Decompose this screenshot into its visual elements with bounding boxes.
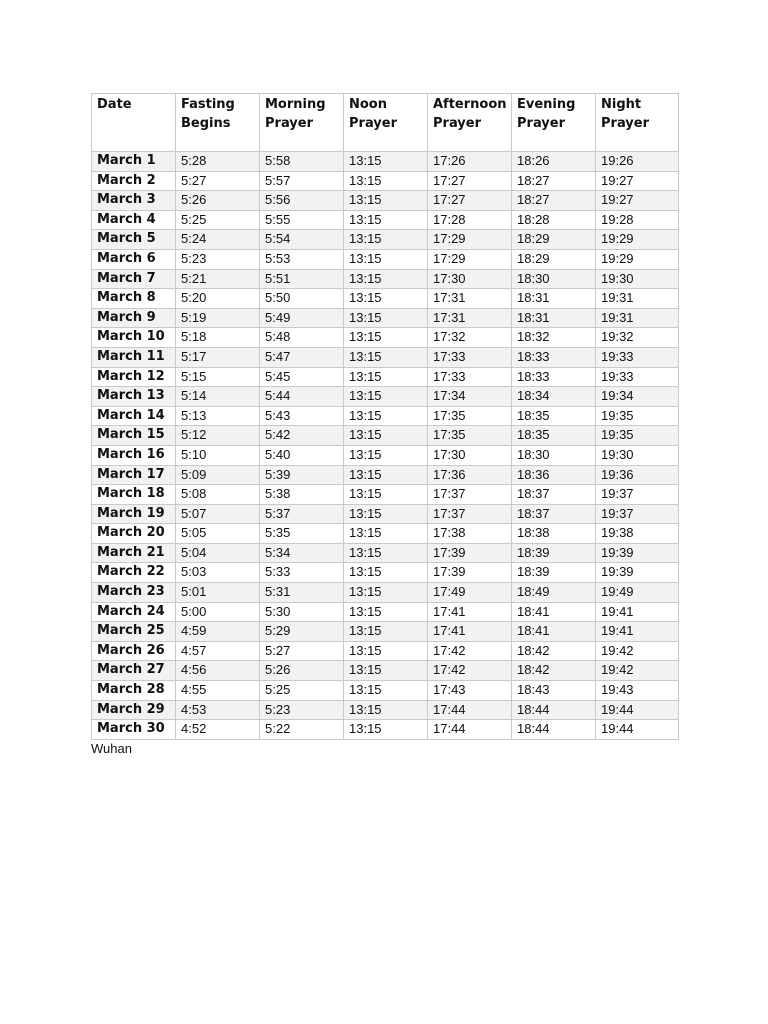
time-cell: 18:41	[512, 602, 596, 622]
time-cell: 5:03	[176, 563, 260, 583]
time-cell: 4:57	[176, 641, 260, 661]
table-row	[92, 347, 679, 367]
time-cell: 17:37	[428, 485, 512, 505]
time-cell: 18:31	[512, 289, 596, 309]
time-cell: 5:47	[260, 347, 344, 367]
document-page	[91, 93, 678, 758]
time-cell: 5:20	[176, 289, 260, 309]
time-cell: 13:15	[344, 543, 428, 563]
date-cell: March 18	[92, 485, 176, 505]
table-row	[92, 700, 679, 720]
time-cell: 5:31	[260, 583, 344, 603]
column-header-text: Noon	[349, 97, 387, 112]
time-cell: 5:37	[260, 504, 344, 524]
time-cell: 18:34	[512, 387, 596, 407]
time-cell: 18:43	[512, 681, 596, 701]
time-cell: 18:41	[512, 622, 596, 642]
date-cell: March 30	[92, 720, 176, 740]
date-cell: March 11	[92, 347, 176, 367]
time-cell: 5:35	[260, 524, 344, 544]
time-cell: 4:56	[176, 661, 260, 681]
time-cell: 13:15	[344, 583, 428, 603]
time-cell: 17:27	[428, 191, 512, 211]
table-row	[92, 622, 679, 642]
time-cell: 19:29	[596, 230, 679, 250]
column-header-text: Evening	[517, 97, 576, 112]
time-cell: 5:08	[176, 485, 260, 505]
time-cell: 13:15	[344, 191, 428, 211]
time-cell: 18:30	[512, 445, 596, 465]
table-row	[92, 152, 679, 172]
date-cell: March 14	[92, 406, 176, 426]
table-row	[92, 367, 679, 387]
time-cell: 13:15	[344, 308, 428, 328]
column-header-text: Begins	[181, 116, 231, 131]
time-cell: 19:39	[596, 563, 679, 583]
date-cell: March 8	[92, 289, 176, 309]
time-cell: 18:39	[512, 543, 596, 563]
time-cell: 13:15	[344, 465, 428, 485]
date-cell: March 29	[92, 700, 176, 720]
time-cell: 19:33	[596, 347, 679, 367]
time-cell: 17:26	[428, 152, 512, 172]
time-cell: 18:29	[512, 230, 596, 250]
table-row	[92, 328, 679, 348]
time-cell: 13:15	[344, 563, 428, 583]
time-cell: 18:28	[512, 210, 596, 230]
time-cell: 13:15	[344, 328, 428, 348]
time-cell: 5:23	[260, 700, 344, 720]
time-cell: 19:36	[596, 465, 679, 485]
date-cell: March 27	[92, 661, 176, 681]
time-cell: 17:44	[428, 720, 512, 740]
column-header-text: Night	[601, 97, 642, 112]
date-cell: March 23	[92, 583, 176, 603]
time-cell: 13:15	[344, 230, 428, 250]
time-cell: 17:42	[428, 661, 512, 681]
time-cell: 5:21	[176, 269, 260, 289]
time-cell: 13:15	[344, 387, 428, 407]
time-cell: 19:26	[596, 152, 679, 172]
date-cell: March 24	[92, 602, 176, 622]
time-cell: 5:27	[260, 641, 344, 661]
time-cell: 13:15	[344, 485, 428, 505]
time-cell: 13:15	[344, 152, 428, 172]
time-cell: 18:39	[512, 563, 596, 583]
table-row	[92, 426, 679, 446]
time-cell: 5:30	[260, 602, 344, 622]
date-cell: March 26	[92, 641, 176, 661]
time-cell: 13:15	[344, 661, 428, 681]
time-cell: 5:22	[260, 720, 344, 740]
time-cell: 5:10	[176, 445, 260, 465]
time-cell: 17:31	[428, 308, 512, 328]
date-cell: March 22	[92, 563, 176, 583]
time-cell: 19:42	[596, 661, 679, 681]
table-row	[92, 171, 679, 191]
time-cell: 17:32	[428, 328, 512, 348]
column-header-text: Morning	[265, 97, 326, 112]
time-cell: 5:56	[260, 191, 344, 211]
time-cell: 5:43	[260, 406, 344, 426]
time-cell: 13:15	[344, 720, 428, 740]
date-cell: March 5	[92, 230, 176, 250]
time-cell: 5:24	[176, 230, 260, 250]
time-cell: 5:53	[260, 249, 344, 269]
time-cell: 17:30	[428, 269, 512, 289]
time-cell: 5:25	[260, 681, 344, 701]
time-cell: 4:59	[176, 622, 260, 642]
time-cell: 17:39	[428, 563, 512, 583]
column-header-text: Prayer	[349, 116, 398, 131]
time-cell: 18:37	[512, 485, 596, 505]
time-cell: 18:38	[512, 524, 596, 544]
time-cell: 17:29	[428, 249, 512, 269]
time-cell: 5:23	[176, 249, 260, 269]
time-cell: 13:15	[344, 641, 428, 661]
column-header-text: Afternoon	[433, 97, 507, 112]
time-cell: 19:27	[596, 191, 679, 211]
table-row	[92, 524, 679, 544]
time-cell: 5:04	[176, 543, 260, 563]
table-row	[92, 308, 679, 328]
time-cell: 19:41	[596, 602, 679, 622]
time-cell: 19:30	[596, 445, 679, 465]
time-cell: 17:39	[428, 543, 512, 563]
time-cell: 13:15	[344, 367, 428, 387]
time-cell: 18:32	[512, 328, 596, 348]
table-row	[92, 563, 679, 583]
time-cell: 18:44	[512, 720, 596, 740]
table-header-row	[92, 94, 679, 152]
table-row	[92, 681, 679, 701]
time-cell: 4:55	[176, 681, 260, 701]
time-cell: 17:33	[428, 347, 512, 367]
time-cell: 17:33	[428, 367, 512, 387]
table-row	[92, 661, 679, 681]
time-cell: 5:26	[176, 191, 260, 211]
time-cell: 19:44	[596, 700, 679, 720]
column-header	[596, 94, 679, 152]
time-cell: 5:18	[176, 328, 260, 348]
time-cell: 19:37	[596, 504, 679, 524]
column-header-text: Prayer	[517, 116, 566, 131]
date-cell: March 3	[92, 191, 176, 211]
time-cell: 5:40	[260, 445, 344, 465]
time-cell: 5:54	[260, 230, 344, 250]
time-cell: 5:00	[176, 602, 260, 622]
location-caption: Wuhan	[91, 740, 132, 756]
table-row	[92, 583, 679, 603]
date-cell: March 15	[92, 426, 176, 446]
time-cell: 18:49	[512, 583, 596, 603]
time-cell: 17:30	[428, 445, 512, 465]
time-cell: 5:49	[260, 308, 344, 328]
time-cell: 5:27	[176, 171, 260, 191]
time-cell: 5:19	[176, 308, 260, 328]
date-cell: March 13	[92, 387, 176, 407]
time-cell: 19:30	[596, 269, 679, 289]
column-header	[176, 94, 260, 152]
time-cell: 17:35	[428, 406, 512, 426]
table-body	[92, 152, 679, 740]
table-row	[92, 230, 679, 250]
table-row	[92, 720, 679, 740]
table-row	[92, 210, 679, 230]
time-cell: 17:41	[428, 622, 512, 642]
time-cell: 5:25	[176, 210, 260, 230]
time-cell: 18:26	[512, 152, 596, 172]
table-row	[92, 543, 679, 563]
time-cell: 18:33	[512, 367, 596, 387]
time-cell: 18:27	[512, 191, 596, 211]
table-row	[92, 445, 679, 465]
time-cell: 19:31	[596, 308, 679, 328]
time-cell: 17:42	[428, 641, 512, 661]
time-cell: 5:55	[260, 210, 344, 230]
time-cell: 19:34	[596, 387, 679, 407]
date-cell: March 16	[92, 445, 176, 465]
time-cell: 13:15	[344, 524, 428, 544]
table-row	[92, 485, 679, 505]
column-header	[512, 94, 596, 152]
time-cell: 19:49	[596, 583, 679, 603]
table-row	[92, 406, 679, 426]
time-cell: 19:35	[596, 426, 679, 446]
time-cell: 19:37	[596, 485, 679, 505]
date-cell: March 12	[92, 367, 176, 387]
time-cell: 18:31	[512, 308, 596, 328]
time-cell: 13:15	[344, 210, 428, 230]
time-cell: 17:49	[428, 583, 512, 603]
table-row	[92, 289, 679, 309]
table-row	[92, 602, 679, 622]
time-cell: 17:41	[428, 602, 512, 622]
time-cell: 5:13	[176, 406, 260, 426]
time-cell: 13:15	[344, 602, 428, 622]
time-cell: 5:42	[260, 426, 344, 446]
time-cell: 13:15	[344, 504, 428, 524]
time-cell: 17:44	[428, 700, 512, 720]
time-cell: 5:50	[260, 289, 344, 309]
time-cell: 4:52	[176, 720, 260, 740]
time-cell: 18:42	[512, 641, 596, 661]
time-cell: 19:32	[596, 328, 679, 348]
time-cell: 13:15	[344, 406, 428, 426]
time-cell: 19:43	[596, 681, 679, 701]
time-cell: 19:38	[596, 524, 679, 544]
time-cell: 17:31	[428, 289, 512, 309]
column-header-text: Prayer	[433, 116, 482, 131]
time-cell: 18:42	[512, 661, 596, 681]
time-cell: 5:57	[260, 171, 344, 191]
date-cell: March 7	[92, 269, 176, 289]
time-cell: 5:39	[260, 465, 344, 485]
time-cell: 18:35	[512, 426, 596, 446]
column-header-text: Prayer	[265, 116, 314, 131]
time-cell: 5:14	[176, 387, 260, 407]
time-cell: 5:48	[260, 328, 344, 348]
date-cell: March 25	[92, 622, 176, 642]
time-cell: 5:01	[176, 583, 260, 603]
time-cell: 5:44	[260, 387, 344, 407]
time-cell: 18:29	[512, 249, 596, 269]
time-cell: 5:34	[260, 543, 344, 563]
table-row	[92, 249, 679, 269]
table-row	[92, 504, 679, 524]
time-cell: 19:28	[596, 210, 679, 230]
time-cell: 13:15	[344, 171, 428, 191]
column-header	[344, 94, 428, 152]
time-cell: 5:17	[176, 347, 260, 367]
time-cell: 18:37	[512, 504, 596, 524]
date-cell: March 28	[92, 681, 176, 701]
time-cell: 5:51	[260, 269, 344, 289]
time-cell: 19:31	[596, 289, 679, 309]
date-cell: March 20	[92, 524, 176, 544]
time-cell: 5:28	[176, 152, 260, 172]
time-cell: 17:27	[428, 171, 512, 191]
date-cell: March 6	[92, 249, 176, 269]
time-cell: 13:15	[344, 622, 428, 642]
date-cell: March 2	[92, 171, 176, 191]
time-cell: 13:15	[344, 681, 428, 701]
table-row	[92, 641, 679, 661]
table-row	[92, 269, 679, 289]
time-cell: 17:34	[428, 387, 512, 407]
time-cell: 18:36	[512, 465, 596, 485]
date-cell: March 4	[92, 210, 176, 230]
time-cell: 19:35	[596, 406, 679, 426]
time-cell: 13:15	[344, 426, 428, 446]
time-cell: 19:33	[596, 367, 679, 387]
column-header-text: Prayer	[601, 116, 650, 131]
time-cell: 13:15	[344, 269, 428, 289]
time-cell: 18:44	[512, 700, 596, 720]
time-cell: 13:15	[344, 249, 428, 269]
column-header-text: Date	[97, 97, 132, 112]
time-cell: 19:44	[596, 720, 679, 740]
time-cell: 4:53	[176, 700, 260, 720]
time-cell: 18:27	[512, 171, 596, 191]
time-cell: 5:29	[260, 622, 344, 642]
table-row	[92, 387, 679, 407]
time-cell: 19:39	[596, 543, 679, 563]
time-cell: 13:15	[344, 445, 428, 465]
table-row	[92, 465, 679, 485]
time-cell: 18:30	[512, 269, 596, 289]
date-cell: March 17	[92, 465, 176, 485]
date-cell: March 10	[92, 328, 176, 348]
time-cell: 5:15	[176, 367, 260, 387]
time-cell: 17:37	[428, 504, 512, 524]
date-cell: March 19	[92, 504, 176, 524]
time-cell: 17:35	[428, 426, 512, 446]
column-header	[428, 94, 512, 152]
date-cell: March 9	[92, 308, 176, 328]
time-cell: 19:42	[596, 641, 679, 661]
time-cell: 13:15	[344, 289, 428, 309]
time-cell: 19:27	[596, 171, 679, 191]
date-cell: March 1	[92, 152, 176, 172]
time-cell: 5:07	[176, 504, 260, 524]
column-header	[260, 94, 344, 152]
time-cell: 5:12	[176, 426, 260, 446]
time-cell: 5:58	[260, 152, 344, 172]
time-cell: 19:41	[596, 622, 679, 642]
time-cell: 17:36	[428, 465, 512, 485]
time-cell: 17:38	[428, 524, 512, 544]
table-row	[92, 191, 679, 211]
column-header-text: Fasting	[181, 97, 235, 112]
time-cell: 5:38	[260, 485, 344, 505]
column-header	[92, 94, 176, 152]
time-cell: 17:43	[428, 681, 512, 701]
prayer-times-table	[91, 93, 679, 740]
time-cell: 5:26	[260, 661, 344, 681]
time-cell: 18:35	[512, 406, 596, 426]
time-cell: 17:28	[428, 210, 512, 230]
time-cell: 13:15	[344, 347, 428, 367]
time-cell: 5:05	[176, 524, 260, 544]
time-cell: 18:33	[512, 347, 596, 367]
date-cell: March 21	[92, 543, 176, 563]
time-cell: 13:15	[344, 700, 428, 720]
time-cell: 17:29	[428, 230, 512, 250]
time-cell: 5:45	[260, 367, 344, 387]
time-cell: 19:29	[596, 249, 679, 269]
time-cell: 5:33	[260, 563, 344, 583]
time-cell: 5:09	[176, 465, 260, 485]
